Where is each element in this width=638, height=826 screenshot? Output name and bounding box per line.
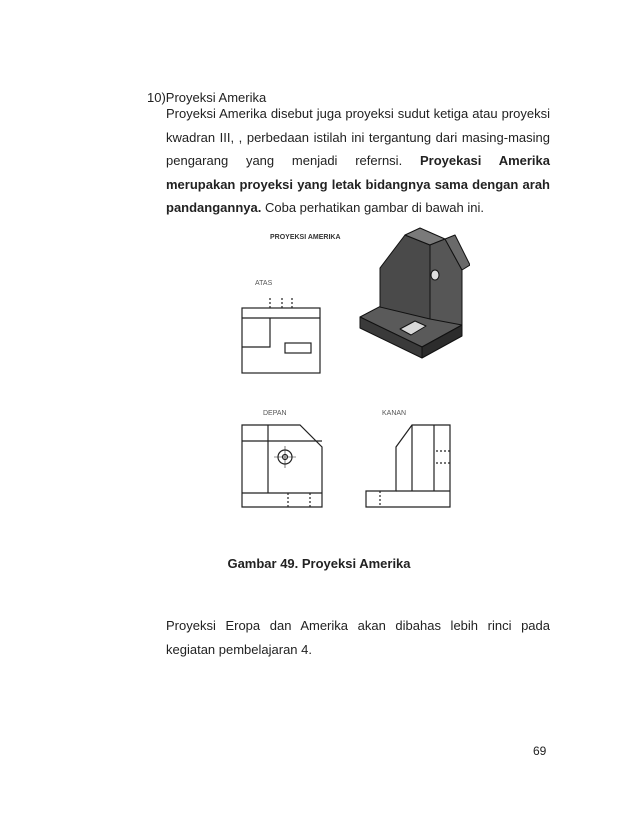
- intro-paragraph: [166, 102, 550, 220]
- closing-paragraph: Proyeksi Eropa dan Amerika akan dibahas lebih rinci pada kegiatan pembelajaran 4.: [166, 618, 550, 657]
- figure-title: PROYEKSI AMERIKA: [270, 234, 341, 241]
- label-front-view: DEPAN: [263, 410, 287, 417]
- isometric-object: [360, 228, 470, 358]
- intro-tail-text: Coba perhatikan gambar di bawah ini.: [261, 200, 484, 215]
- projection-drawing: [230, 225, 470, 525]
- section-heading: 10)Proyeksi Amerika: [147, 90, 267, 105]
- label-top-view: ATAS: [255, 280, 273, 287]
- projection-figure: [230, 225, 470, 525]
- right-view: [366, 425, 450, 507]
- figure-caption: Gambar 49. Proyeksi Amerika: [227, 556, 411, 571]
- intro-text: Proyeksi Amerika disebut juga proyeksi sudut ketiga atau proyeksi kwadran III, , perbedaan istilah ini tergantung dari masing-masing pengarang yang menjadi refernsi.: [166, 106, 550, 168]
- top-view: [242, 298, 320, 373]
- label-right-view: KANAN: [382, 410, 407, 417]
- front-view: [242, 425, 322, 507]
- definition-bold-text: Proyekasi Amerika merupakan proyeksi yang letak bidangnya sama dengan arah pandangannya.: [166, 153, 551, 215]
- page-number: 69: [533, 744, 547, 758]
